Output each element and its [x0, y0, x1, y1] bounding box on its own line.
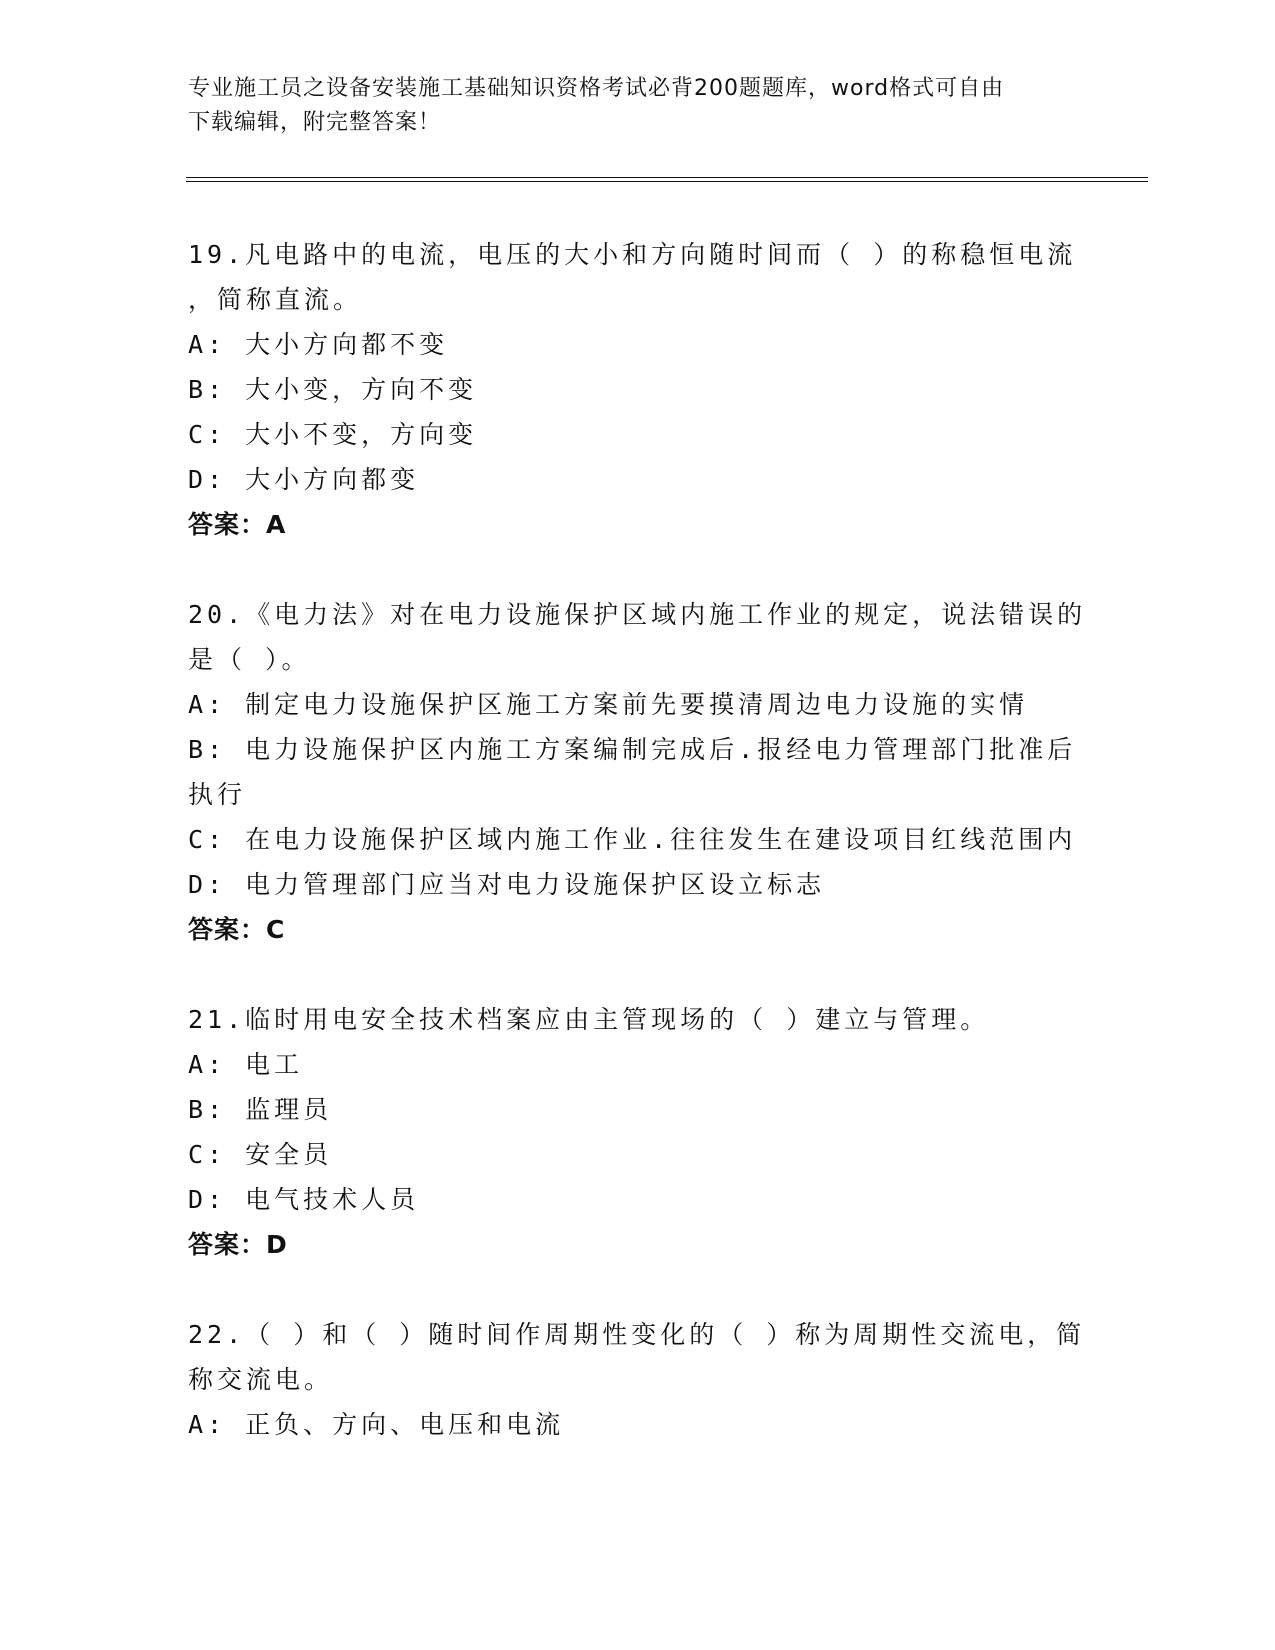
answer-option-line: D: 大小方向都变	[188, 465, 420, 494]
answer-option-line: B: 大小变，方向不变	[188, 375, 478, 404]
question-stem-line: ，简称直流。	[188, 285, 363, 314]
question-stem-line: 称交流电。	[188, 1365, 334, 1394]
answer-option-line: C: 在电力设施保护区域内施工作业.往往发生在建设项目红线范围内	[188, 825, 1077, 854]
answer-option-line: 执行	[188, 780, 247, 809]
answer-option-line: C: 安全员	[188, 1140, 333, 1169]
answer-option-line: B: 电力设施保护区内施工方案编制完成后.报经电力管理部门批准后	[188, 735, 1077, 764]
answer-option-line: D: 电气技术人员	[188, 1185, 420, 1214]
answer-key: 答案：C	[188, 915, 286, 944]
answer-option-line: B: 监理员	[188, 1095, 333, 1124]
answer-option-line: D: 电力管理部门应当对电力设施保护区设立标志	[188, 870, 826, 899]
question-block	[188, 1312, 1088, 1447]
answer-option-line: C: 大小不变，方向变	[188, 420, 478, 449]
answer-option-line: A: 电工	[188, 1050, 304, 1079]
question-list	[188, 232, 1088, 1492]
answer-option-line: A: 正负、方向、电压和电流	[188, 1410, 565, 1439]
question-block	[188, 592, 1088, 952]
header-title-line-2: 下载编辑，附完整答案！	[188, 110, 442, 135]
question-block	[188, 232, 1088, 547]
answer-option-line: A: 大小方向都不变	[188, 330, 449, 359]
question-stem-line: 21.临时用电安全技术档案应由主管现场的（ ）建立与管理。	[188, 1005, 990, 1034]
question-stem-line: 19.凡电路中的电流，电压的大小和方向随时间而（ ）的称稳恒电流	[188, 240, 1077, 269]
question-block	[188, 997, 1088, 1267]
question-stem-line: 是（ ）。	[188, 645, 311, 674]
question-stem-line: 20.《电力法》对在电力设施保护区域内施工作业的规定，说法错误的	[188, 600, 1087, 629]
question-stem-line: 22.（ ）和（ ）随时间作周期性变化的（ ）称为周期性交流电，简	[188, 1320, 1086, 1349]
header-divider	[186, 177, 1148, 182]
answer-key: 答案：D	[188, 1230, 288, 1259]
page-header	[188, 72, 1068, 140]
answer-option-line: A: 制定电力设施保护区施工方案前先要摸清周边电力设施的实情	[188, 690, 1029, 719]
answer-key: 答案：A	[188, 510, 287, 539]
header-title-line-1: 专业施工员之设备安装施工基础知识资格考试必背200题题库，word格式可自由	[188, 76, 1005, 101]
